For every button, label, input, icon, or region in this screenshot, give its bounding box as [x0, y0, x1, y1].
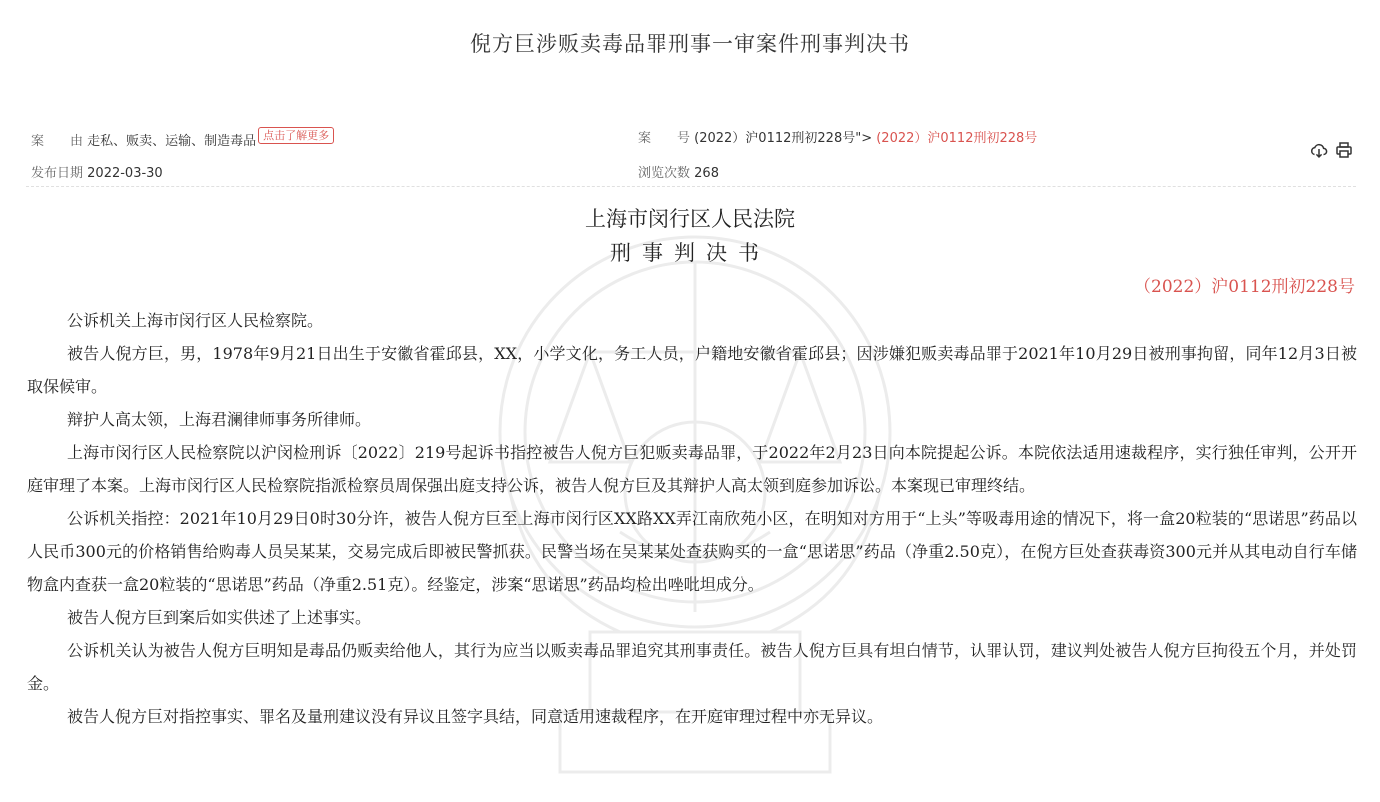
document-number: （2022）沪0112刑初228号 — [1134, 277, 1355, 297]
case-reason-value[interactable]: 走私、贩卖、运输、制造毒品 — [87, 134, 257, 149]
paragraph: 上海市闵行区人民检察院以沪闵检刑诉〔2022〕219号起诉书指控被告人倪方巨犯贩卖毒品罪，于2022年2月23日向本院提起公诉。本院依法适用速裁程序，实行独任审判，公开开庭审理了本案。上海市闵行区人民检察院指派检察员周保强出庭支持公诉，被告人倪方巨及其辩护人高太领到庭参加诉讼。本案现已审理终结。 — [27, 443, 1357, 495]
case-reason — [31, 127, 334, 149]
download-cloud-icon[interactable] — [1310, 141, 1328, 159]
case-number — [638, 127, 1037, 146]
case-reason-label: 案 由 — [31, 134, 84, 149]
judgment-body — [27, 304, 1357, 733]
page-title: 倪方巨涉贩卖毒品罪刑事一审案件刑事判决书 — [470, 32, 910, 56]
case-number-label: 案 号 — [638, 131, 691, 146]
paragraph: 公诉机关认为被告人倪方巨明知是毒品仍贩卖给他人，其行为应当以贩卖毒品罪追究其刑事责任。被告人倪方巨具有坦白情节，认罪认罚，建议判处被告人倪方巨拘役五个月，并处罚金。 — [27, 641, 1357, 693]
case-number-link[interactable]: (2022）沪0112刑初228号 — [876, 131, 1038, 146]
paragraph: 公诉机关指控：2021年10月29日0时30分许，被告人倪方巨至上海市闵行区XX路XX弄江南欣苑小区，在明知对方用于“上头”等吸毒用途的情况下，将一盒20粒装的“思诺思”药品以人民币300元的价格销售给购毒人员吴某某，交易完成后即被民警抓获。民警当场在吴某某处查获购买的一盒“思诺思”药品（净重2.50克），在倪方巨处查获毒资300元并从其电动自行车储物盒内查获一盒20粒装的“思诺思”药品（净重2.51克）。经鉴定，涉案“思诺思”药品均检出唑吡坦成分。 — [27, 509, 1357, 594]
paragraph: 被告人倪方巨对指控事实、罪名及量刑建议没有异议且签字具结，同意适用速裁程序，在开庭审理过程中亦无异议。 — [67, 707, 884, 726]
paragraph: 公诉机关上海市闵行区人民检察院。 — [67, 311, 324, 330]
publish-date-value: 2022-03-30 — [87, 166, 163, 181]
publish-date-label: 发布日期 — [31, 166, 84, 181]
toolbar — [1310, 141, 1353, 159]
view-count-value: 268 — [694, 166, 719, 181]
case-number-plain: (2022）沪0112刑初228号"> — [694, 131, 873, 146]
view-count — [638, 162, 719, 181]
paragraph: 被告人倪方巨到案后如实供述了上述事实。 — [67, 608, 372, 627]
paragraph: 被告人倪方巨，男，1978年9月21日出生于安徽省霍邱县，XX，小学文化，务工人员，户籍地安徽省霍邱县；因涉嫌犯贩卖毒品罪于2021年10月29日被刑事拘留，同年12月3日被取保候审。 — [27, 344, 1357, 396]
header-divider — [26, 186, 1356, 187]
view-count-label: 浏览次数 — [638, 166, 691, 181]
court-name: 上海市闵行区人民法院 — [585, 207, 795, 231]
document-type: 刑事判决书 — [610, 241, 770, 265]
learn-more-button[interactable]: 点击了解更多 — [258, 127, 334, 144]
printer-icon[interactable] — [1335, 141, 1353, 159]
publish-date — [31, 162, 163, 181]
paragraph: 辩护人高太领，上海君澜律师事务所律师。 — [67, 410, 372, 429]
